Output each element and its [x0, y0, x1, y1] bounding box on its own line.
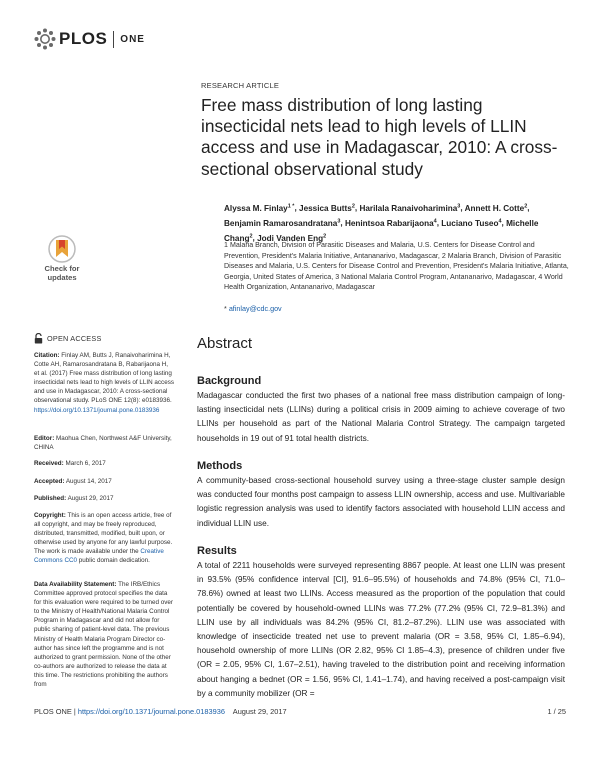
published-date: August 29, 2017: [67, 495, 114, 502]
logo-brand: PLOS: [59, 29, 108, 48]
published-block: [34, 494, 174, 503]
affiliation: World Health Organization, Antananarivo, Madagascar: [224, 272, 563, 292]
footer-journal: PLOS ONE: [34, 707, 72, 716]
author[interactable]: Annett H. Cotte$^2$: [464, 203, 528, 213]
affiliation: Malaria Branch, Division of Parasitic Diseases and Malaria, U.S. Centers for Disease Control and Prevention, President's Malaria Initiative, Atlanta, Georgia, United States of America,: [224, 251, 569, 281]
footer-citation: [34, 707, 287, 716]
received-label: Received:: [34, 460, 64, 467]
citation-doi-link[interactable]: https://doi.org/10.1371/journal.pone.0183936: [34, 406, 160, 414]
abstract-heading: Abstract: [197, 335, 253, 352]
footer-doi-link[interactable]: https://doi.org/10.1371/journal.pone.0183936: [77, 707, 225, 716]
accepted-block: [34, 477, 174, 486]
editor-text: Maohua Chen, Northwest A&F University, CHINA: [34, 435, 172, 452]
author[interactable]: Michelle Chang$^2$: [224, 218, 539, 243]
citation-block: [34, 351, 174, 415]
author[interactable]: Henintsoa Rabarijaona$^4$: [344, 218, 437, 228]
author-list: Alyssa M. Finlay$^{1 *}$, Jessica Butts$^2$, Harilala Ranaivoharimina$^3$, Annett H. Cotte$^2$, Benjamin Ramarosandratana$^3$, Henintsoa Rabarijaona$^4$, Luciano Tuseo$^4$, Michelle Chang$^2$, Jodi Vanden Eng$^2$: [224, 203, 539, 243]
creative-commons-link[interactable]: Creative Commons CC0: [34, 548, 164, 565]
citation-text: Finlay AM, Butts J, Ranaivoharimina H, Cotte AH, Ramarosandratana B, Rabarijaona H, et al. (2017) Free mass distribution of long lasting insecticidal nets lead to high levels of LLIN access and use in Madagascar, 2010: A cross-sectional observational study. PLoS ONE 12(8): e0183936.: [34, 352, 175, 405]
editor-label: Editor:: [34, 435, 55, 442]
results-text: A total of 2211 households were surveyed representing 8867 people. At least one LLIN was present in 93.5% (95% confidence interval [CI], 91.6–95.5%) of households and 74.8% (95% CI, 71.0–78.6%) owned at least two LLINs. Access measured as the proportion of the population that could potentially be covered by household-owned LLINs was 77.2% (77.2% (95% CI, 72.9–81.3%) and LLIN use by all individuals was 84.2% (95% CI, 81.2–87.2%). LLIN use was associated with knowledge of insecticide treated net use to prevent malaria (OR = 3.58, 95% CI, 1.85–6.94), household ownership of more LLINs (OR 2.82, 95% CI 1.85–4.3), presence of children under five (OR = 2.05, 95% CI, 1.67–2.51), having traveled to the distribution point and receiving information about hanging a bednet (OR = 1.56, 95% CI, 1.41–1.74), and having received a post-campaign visit by a community mobilizer (OR =: [197, 561, 565, 698]
author[interactable]: Jodi Vanden Eng$^2$: [257, 233, 327, 243]
corresponding-author: [224, 304, 282, 313]
copyright-tail: public domain dedication.: [78, 557, 150, 565]
corresponding-email-link[interactable]: afinlay@cdc.gov: [228, 304, 282, 313]
copyright-label: Copyright:: [34, 512, 66, 519]
methods-text: A community-based cross-sectional household survey using a three-stage cluster sample design was conducted four months post campaign to assess LLIN ownership, access and use. Multivariable logistic regression analysis was used to identify factors associated with household LLIN access and individual LLIN use.: [197, 476, 565, 528]
copyright-text: This is an open access article, free of all copyright, and may be freely reproduced, distributed, transmitted, modified, built upon, or otherwise used by anyone for any lawful purpose. The work is made available under the: [34, 512, 173, 556]
affiliation: Malaria Branch, Division of Parasitic Diseases and Malaria, U.S. Centers for Disease Control and Prevention, President's Malaria Initiative, Antananarivo, Madagascar,: [224, 241, 535, 260]
author[interactable]: Alyssa M. Finlay$^{1 *}$: [224, 203, 295, 213]
author[interactable]: Jessica Butts$^2$: [299, 203, 355, 213]
article-type: RESEARCH ARTICLE: [201, 81, 280, 90]
plos-one-logo: [34, 28, 145, 50]
results-heading: Results: [197, 545, 237, 557]
plos-dots-icon: [34, 28, 56, 50]
article-title: Free mass distribution of long lasting insecticidal nets lead to high levels of LLIN access and use in Madagascar, 2010: A cross-sectional observational study: [201, 95, 558, 179]
corresponding-star: *: [224, 304, 227, 313]
received-block: [34, 459, 174, 468]
data-availability-block: [34, 580, 174, 689]
published-label: Published:: [34, 495, 67, 502]
author[interactable]: Harilala Ranaivoharimina$^3$: [359, 203, 461, 213]
accepted-label: Accepted:: [34, 478, 65, 485]
page-number: 1 / 25: [547, 707, 566, 716]
editor-block: [34, 434, 174, 452]
logo-journal: ONE: [120, 33, 145, 45]
logo-separator: [113, 31, 114, 48]
footer-date: August 29, 2017: [232, 707, 287, 716]
open-access-label: OPEN ACCESS: [47, 334, 102, 343]
author[interactable]: Luciano Tuseo$^4$: [441, 218, 502, 228]
data-availability-text: The IRB/Ethics Committee approved protocol specifies the data for this evaluation were required to be turned over to the Ministry of Health/National Malaria Control Program in Madagascar and did not allow for public sharing of patient-level data. The previous Ministry of Health Malaria Program Director co-author has since left the programme and is not authorized to grant permission. None of the other co-authors are authorized to release the data at this time. The restrictions prohibiting the authors from: [34, 581, 173, 689]
received-date: March 6, 2017: [65, 460, 106, 467]
open-access-badge: [34, 333, 102, 344]
copyright-block: [34, 511, 174, 566]
affiliations: 1 Malaria Branch, Division of Parasitic Diseases and Malaria, U.S. Centers for Disease Control and Prevention, President's Malaria Initiative, Antananarivo, Madagascar, 2 Malaria Branch, Division of Parasitic Diseases and Malaria, U.S. Centers for Disease Control and Prevention, President's Malaria Initiative, Atlanta, Georgia, United States of America, 3 National Malaria Control Program, Antananarivo, Madagascar, 4 World Health Organization, Antananarivo, Madagascar: [224, 241, 569, 292]
author[interactable]: Benjamin Ramarosandratana$^3$: [224, 218, 341, 228]
background-text: Madagascar conducted the first two phases of a national free mass distribution campaign of long-lasting insecticidal nets (LLINs) during a political crisis in 2009 aiming to achieve coverage of two LLINs per household as part of the National Malaria Control Strategy. The campaign targeted households in 19 out of 91 total health districts.: [197, 391, 565, 443]
methods-heading: Methods: [197, 460, 243, 472]
open-lock-icon: [34, 333, 43, 344]
check-for-updates-label[interactable]: Check for updates: [44, 264, 80, 282]
footer-separator: |: [73, 707, 76, 716]
background-heading: Background: [197, 375, 262, 387]
citation-label: Citation:: [34, 352, 60, 359]
affiliation: National Malaria Control Program, Antananarivo, Madagascar,: [341, 272, 537, 281]
bookmark-icon: [40, 234, 84, 264]
data-availability-label: Data Availability Statement:: [34, 581, 117, 588]
accepted-date: August 14, 2017: [65, 478, 112, 485]
